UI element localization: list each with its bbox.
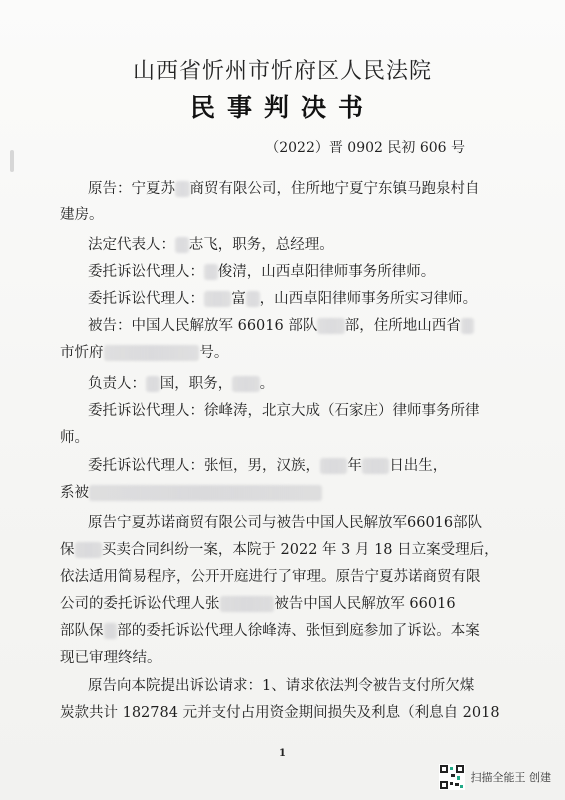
redacted-text [175, 237, 189, 253]
body-text-segment: 原告宁夏苏诺商贸有限公司与被告中国人民解放军66016部队 [88, 515, 483, 531]
body-text-segment: 系被 [60, 485, 89, 501]
body-line [60, 594, 456, 614]
redacted-text [220, 596, 275, 612]
redacted-text [89, 485, 322, 501]
redacted-text [104, 345, 200, 361]
body-text-segment: 委托诉讼代理人：徐峰涛，北京大成（石家庄）律师事务所律 [88, 403, 480, 419]
body-text-segment: 委托诉讼代理人：张恒，男，汉族， [88, 458, 320, 474]
redacted-text [75, 542, 102, 558]
body-text-segment: 委托诉讼代理人： [88, 291, 204, 307]
body-text-segment: 原告向本院提出诉讼请求：1、请求依法判令被告支付所欠煤 [88, 678, 475, 694]
body-text-segment: 委托诉讼代理人： [88, 264, 204, 280]
redacted-text [104, 623, 118, 639]
case-number: （2022）晋 0902 民初 606 号 [265, 140, 465, 156]
scan-edge-mark [10, 150, 14, 172]
redacted-text [175, 181, 190, 197]
body-line [88, 235, 334, 255]
body-text-segment: 日出生， [389, 458, 448, 474]
body-text-segment: 现已审理终结。 [60, 650, 162, 666]
body-line [88, 179, 480, 199]
body-line [60, 343, 228, 363]
body-text-segment: 依法适用简易程序，公开开庭进行了审理。原告宁夏苏诺商贸有限 [60, 569, 481, 585]
body-text-segment: ，山西卓阳律师事务所实习律师。 [259, 291, 478, 307]
body-line [60, 621, 480, 641]
body-line [88, 401, 480, 421]
body-text-segment: 部的委托诉讼代理人徐峰涛、张恒到庭参加了诉讼。本案 [117, 623, 480, 639]
body-text-segment: 法定代表人： [88, 237, 175, 253]
body-text-segment: 志飞，职务，总经理。 [188, 237, 334, 253]
body-line [88, 316, 474, 336]
court-name: 山西省忻州市忻府区人民法院 [132, 59, 432, 84]
body-text-segment: 负责人： [88, 376, 146, 392]
redacted-text [146, 376, 160, 392]
body-line [60, 483, 322, 503]
page-number: 1 [279, 748, 286, 759]
redacted-text [204, 291, 231, 307]
body-text-segment: 号。 [199, 345, 229, 361]
body-text-segment: 商贸有限公司，住所地宁夏宁东镇马跑泉村自 [189, 181, 480, 197]
body-text-segment: 富 [231, 291, 246, 307]
body-text-segment: 保 [60, 542, 75, 558]
body-text-segment: 市忻府 [60, 345, 104, 361]
redacted-text [461, 318, 475, 334]
body-line [60, 648, 162, 668]
body-text-segment: 师。 [60, 430, 89, 446]
body-line [60, 428, 89, 448]
scanner-watermark [439, 764, 552, 790]
body-line [88, 513, 482, 533]
body-text-segment: 年 [347, 458, 362, 474]
body-text-segment: 炭款共计 182784 元并支付占用资金期间损失及利息（利息自 2018 [60, 705, 500, 721]
body-line [88, 262, 435, 282]
document-title: 民事判决书 [189, 93, 375, 122]
body-line [60, 540, 499, 560]
body-line [88, 289, 477, 309]
body-line [60, 567, 481, 587]
body-text-segment: 国，职务， [159, 376, 233, 392]
redacted-text [317, 318, 344, 334]
redacted-text [320, 458, 347, 474]
body-text-segment: 俊清，山西卓阳律师事务所律师。 [217, 264, 436, 280]
body-text-segment: 被告中国人民解放军 66016 [274, 596, 456, 612]
body-line [88, 456, 447, 476]
body-text-segment: 部队保 [60, 623, 104, 639]
redacted-text [232, 376, 259, 392]
body-text-segment: 被告：中国人民解放军 66016 部队 [88, 318, 318, 334]
body-text-segment: 公司的委托诉讼代理人张 [60, 596, 220, 612]
body-text-segment: 原告：宁夏苏 [88, 181, 175, 197]
qr-code-icon [439, 764, 465, 790]
body-line [60, 703, 500, 723]
body-line [88, 374, 274, 394]
body-text-segment: 。 [259, 376, 275, 392]
redacted-text [362, 458, 389, 474]
redacted-text [246, 291, 260, 307]
body-text-segment: 建房。 [60, 207, 104, 223]
body-text-segment: 部，住所地山西省 [344, 318, 461, 334]
watermark-text: 扫描全能王 创建 [470, 771, 551, 784]
body-line [88, 676, 474, 696]
body-line [60, 205, 104, 225]
body-text-segment: 买卖合同纠纷一案，本院于 2022 年 3 月 18 日立案受理后， [101, 542, 499, 558]
redacted-text [204, 264, 218, 280]
